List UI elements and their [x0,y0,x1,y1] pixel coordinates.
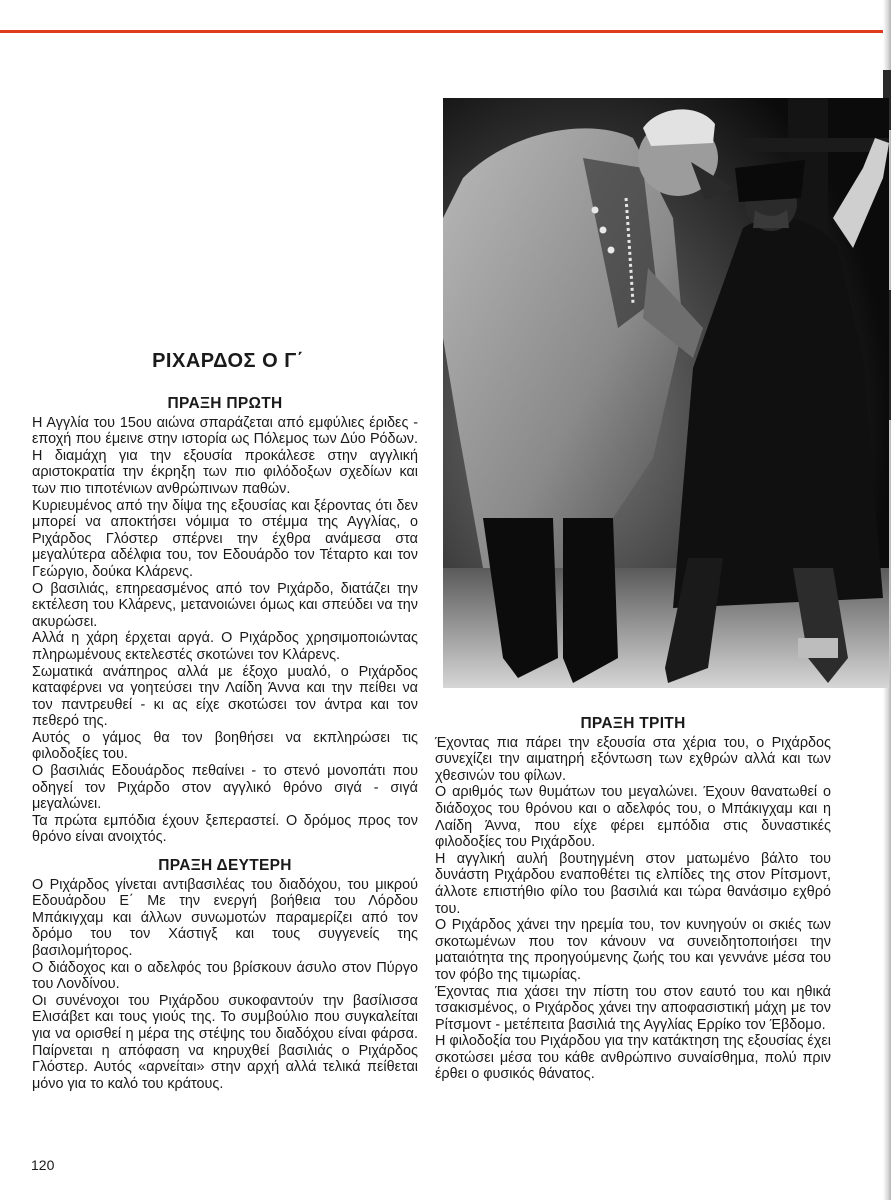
act-three-paragraph: Η φιλοδοξία του Ριχάρδου για την κατάκτηση της εξουσίας έχει σκοτώσει μέσα του κάθε ανθρώπινο συναίσθημα, πολύ πριν έρθει ο φυσικός θάνατος. [435,1033,831,1083]
act-one-paragraph: Κυριευμένος από την δίψα της εξουσίας και ξέροντας ότι δεν μπορεί να αποκτήσει νόμιμα το στέμμα της Αγγλίας, ο Ριχάρδος Γλόστερ σπέρνει την έχθρα ανάμεσα στα μεγαλύτερα αδέλφια του, τον Εδουάρδο τον Τέταρτο και τον Γεώργιο, δούκα Κλάρενς. [32,497,418,580]
act-one-paragraph: Τα πρώτα εμπόδια έχουν ξεπεραστεί. Ο δρόμος προς τον θρόνο είναι ανοιχτός. [32,812,418,846]
top-accent-rule [0,30,891,33]
act-three-paragraph: Ο Ριχάρδος χάνει την ηρεμία του, τον κυνηγούν οι σκιές των σκοτωμένων που τον κάνουν να συνειδητοποιήσει την ματαιότητα της προηγούμενης ζωής του και γεννάνε μέσα του τον φόβο της τιμωρίας. [435,917,831,983]
act-two-paragraph: Οι συνένοχοι του Ριχάρδου συκοφαντούν την βασίλισσα Ελισάβετ και τους γιούς της. Το συμβούλιο που συγκαλείται για να ορισθεί η μέρα της στέψης του διαδόχου είναι φάρσα. Παίρνεται η απόφαση να κηρυχθεί βασιλιάς ο Ριχάρδος Γλόστερ. Αυτός «αρνείται» στην αρχή αλλά τελικά πείθεται μόνο για το καλό του κράτους. [32,992,418,1092]
act-one-paragraph: Ο βασιλιάς Εδουάρδος πεθαίνει - το στενό μονοπάτι που οδηγεί τον Ριχάρδο στον αγγλικό θρόνο σιγά - σιγά μεγαλώνει. [32,763,418,813]
act-two-paragraph: Ο Ριχάρδος γίνεται αντιβασιλέας του διαδόχου, του μικρού Εδουάρδου Ε΄ Με την ενεργή βοήθεια του Λόρδου Μπάκιγχαμ και άλλων συνωμοτών παραμερίζει από τον δρόμο του τον Χάστιγξ και τους συγγενείς της βασιλομήτορος. [32,876,418,959]
page-number: 120 [31,1157,55,1173]
act-one-paragraph: Αυτός ο γάμος θα τον βοηθήσει να εκπληρώσει τις φιλοδοξίες του. [32,729,418,763]
act-two-paragraph: Ο διάδοχος και ο αδελφός του βρίσκουν άσυλο στον Πύργο του Λονδίνου. [32,959,418,993]
act-two-heading: ΠΡΑΞΗ ΔΕΥΤΕΡΗ [158,857,292,875]
act-three-paragraph: Η αγγλική αυλή βουτηγμένη στον ματωμένο βάλτο του δυνάστη Ριχάρδου εναποθέτει τις ελπίδες της στον Ρίτσμοντ, άλλοτε επιστήθιο φίλο του βασιλιά και τώρα θανάσιμο εχθρό του. [435,850,831,917]
act-three-paragraph: Έχοντας πια πάρει την εξουσία στα χέρια του, ο Ριχάρδος συνεχίζει την αιματηρή εξόντωση των εχθρών αλλά και των χθεσινών του φίλων. [435,734,831,784]
act-three-heading: ΠΡΑΞΗ ΤΡΙΤΗ [580,715,686,732]
act-three-paragraph: Έχοντας πια χάσει την πίστη του στον εαυτό του και ηθικά τσακισμένος, ο Ριχάρδος χάνει την αποφασιστική μάχη με τον Ρίτσμοντ - μετέπειτα βασιλιά της Αγγλίας Ερρίκο τον Έβδομο. [435,983,831,1033]
act-one-heading: ΠΡΑΞΗ ΠΡΩΤΗ [167,395,283,412]
page-title: ΡΙΧΑΡΔΟΣ Ο Γ΄ [152,350,304,372]
act-one-paragraph: Σωματικά ανάπηρος αλλά με έξοχο μυαλό, ο Ριχάρδος καταφέρνει να γοητεύσει την Λαίδη Άννα και την πείθει να τον παντρευθεί - κι ας είχε σκοτώσει τον άντρα και τον πεθερό της. [32,663,418,730]
act-one-paragraph: Η Αγγλία του 15ου αιώνα σπαράζεται από εμφύλιες έριδες - εποχή που έμεινε στην ιστορία ως Πόλεμος των Δύο Ρόδων. Η διαμάχη για την εξουσία προκάλεσε στην αγγλική αριστοκρατία την έκρηξη των πιο φιλόδοξων σχεδίων και των πιο τιποτένιων ανθρώπινων παθών. [32,414,418,497]
act-three-paragraph: Ο αριθμός των θυμάτων του μεγαλώνει. Έχουν θανατωθεί ο διάδοχος του θρόνου και ο αδελφός του, ο Μπάκιγχαμ και η Λαίδη Άννα, που είχε φέρει εμπόδια στις δυναστικές φιλοδοξίες του Ριχάρδου. [435,784,831,851]
act-one-paragraph: Ο βασιλιάς, επηρεασμένος από τον Ριχάρδο, διατάζει την εκτέλεση του Κλάρενς, μετανοιώνει όμως και σπεύδει να την ακυρώσει. [32,580,418,630]
right-text-column [435,716,831,1083]
stage-photo [443,98,889,688]
act-one-paragraph: Αλλά η χάρη έρχεται αργά. Ο Ριχάρδος χρησιμοποιώντας πληρωμένους εκτελεστές σκοτώνει τον Κλάρενς. [32,630,418,663]
left-text-column [32,396,418,1092]
